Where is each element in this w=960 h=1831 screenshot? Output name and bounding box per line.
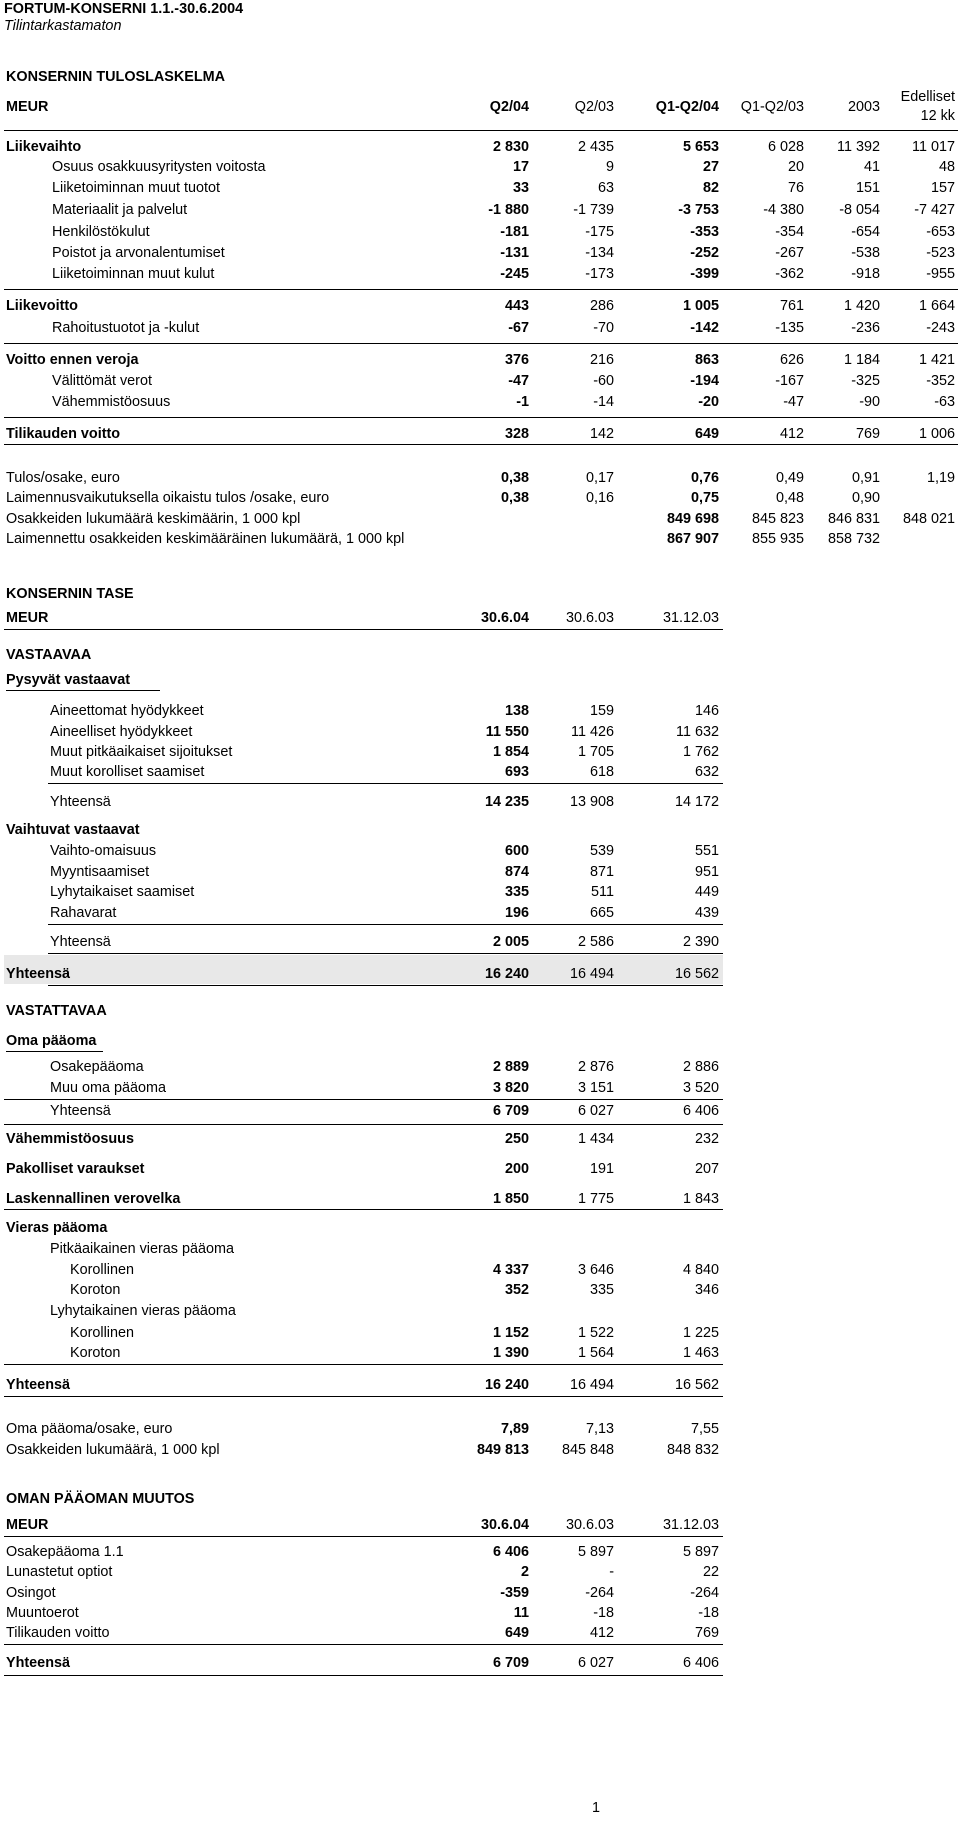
income-statement-cell: 17	[512, 159, 529, 175]
income-statement-cell: 5 653	[682, 139, 719, 155]
income-statement-cell: 41	[863, 159, 880, 175]
income-statement-cell: 48	[938, 159, 955, 175]
income-statement-cell: 845 823	[751, 511, 804, 527]
liabilities-cell: 3 151	[577, 1080, 614, 1096]
income-statement-row-label: Henkilöstökulut	[52, 224, 150, 240]
income-statement-cell: 0,76	[690, 470, 719, 486]
assets-cell: 14 235	[484, 794, 529, 810]
assets-row-label: Vaihtuvat vastaavat	[6, 822, 140, 838]
assets-title: VASTAAVAA	[6, 647, 92, 663]
income-statement-cell: -1 880	[488, 202, 529, 218]
assets-cell: 1 762	[682, 744, 719, 760]
income-statement-cell: 1,19	[926, 470, 955, 486]
income-statement-cell: 858 732	[827, 531, 880, 547]
assets-cell: 618	[589, 764, 614, 780]
income-statement-cell: 76	[787, 180, 804, 196]
liabilities-cell: 1 390	[492, 1345, 529, 1361]
balance-sheet-column-header: 31.12.03	[662, 610, 719, 626]
income-statement-unit: MEUR	[6, 99, 49, 115]
income-statement-cell: 2 830	[492, 139, 529, 155]
page-number: 1	[592, 1800, 601, 1816]
liabilities-cell: 1 850	[492, 1191, 529, 1207]
income-statement-cell: 0,48	[775, 490, 804, 506]
income-statement-cell: -1 739	[573, 202, 614, 218]
rule-line	[48, 985, 723, 986]
income-statement-cell: -90	[859, 394, 880, 410]
liabilities-cell: 6 027	[577, 1103, 614, 1119]
rule-line	[48, 783, 723, 784]
assets-cell: 1 854	[492, 744, 529, 760]
report-subtitle: Tilintarkastamaton	[4, 18, 122, 34]
income-statement-cell: 0,91	[851, 470, 880, 486]
liabilities-row-label: Yhteensä	[6, 1377, 70, 1393]
liabilities-row-label: Yhteensä	[50, 1103, 111, 1119]
equity-changes-column-header: 31.12.03	[662, 1517, 719, 1533]
rule-line	[6, 1051, 103, 1052]
income-statement-cell: 1 421	[918, 352, 955, 368]
balance-sheet-unit: MEUR	[6, 610, 49, 626]
liabilities-cell: 845 848	[561, 1442, 614, 1458]
income-statement-cell: 769	[855, 426, 880, 442]
equity-changes-row-label: Muuntoerot	[6, 1605, 79, 1621]
income-statement-cell: 0,38	[500, 490, 529, 506]
income-statement-cell: 9	[605, 159, 614, 175]
income-statement-row-label: Liikevaihto	[6, 139, 82, 155]
income-statement-cell: -523	[926, 245, 955, 261]
rule-line	[4, 1396, 723, 1397]
liabilities-cell: 7,89	[500, 1421, 529, 1437]
assets-cell: 16 562	[674, 966, 719, 982]
income-statement-cell: 848 021	[902, 511, 955, 527]
liabilities-cell: 16 240	[484, 1377, 529, 1393]
income-statement-cell: 0,16	[585, 490, 614, 506]
assets-cell: 665	[589, 905, 614, 921]
assets-cell: 539	[589, 843, 614, 859]
assets-row-label: Yhteensä	[50, 794, 111, 810]
income-statement-cell: 0,75	[690, 490, 719, 506]
income-statement-column-header: Q1-Q2/03	[740, 99, 804, 115]
liabilities-row-label: Lyhytaikainen vieras pääoma	[50, 1303, 236, 1319]
income-statement-cell: -1	[516, 394, 529, 410]
liabilities-cell: 335	[589, 1282, 614, 1298]
liabilities-row-label: Muu oma pääoma	[50, 1080, 166, 1096]
rule-line	[48, 953, 723, 954]
income-statement-cell: -3 753	[678, 202, 719, 218]
assets-cell: 1 705	[577, 744, 614, 760]
income-statement-row-label: Liikevoitto	[6, 298, 78, 314]
income-statement-cell: 142	[589, 426, 614, 442]
income-statement-column-header: 2003	[847, 99, 880, 115]
equity-changes-cell: 5 897	[577, 1544, 614, 1560]
liabilities-cell: 346	[694, 1282, 719, 1298]
income-statement-cell: 863	[694, 352, 719, 368]
income-statement-cell: -67	[508, 320, 529, 336]
assets-cell: 159	[589, 703, 614, 719]
income-statement-cell: 855 935	[751, 531, 804, 547]
income-statement-row-label: Laimennusvaikutuksella oikaistu tulos /osake, euro	[6, 490, 330, 506]
liabilities-row-label: Laskennallinen verovelka	[6, 1191, 181, 1207]
assets-cell: 13 908	[569, 794, 614, 810]
assets-cell: 16 240	[484, 966, 529, 982]
assets-row-label: Yhteensä	[6, 966, 70, 982]
income-statement-cell: 0,49	[775, 470, 804, 486]
equity-changes-cell: -	[609, 1564, 614, 1580]
liabilities-row-label: Vieras pääoma	[6, 1220, 108, 1236]
rule-line	[4, 343, 958, 344]
income-statement-cell: 6 028	[767, 139, 804, 155]
income-statement-cell: -653	[926, 224, 955, 240]
income-statement-row-label: Materiaalit ja palvelut	[52, 202, 188, 218]
rule-line	[4, 289, 958, 290]
equity-changes-cell: 5 897	[682, 1544, 719, 1560]
liabilities-cell: 1 522	[577, 1325, 614, 1341]
equity-changes-cell: 412	[589, 1625, 614, 1641]
assets-cell: 11 632	[676, 724, 719, 740]
income-statement-row-label: Liiketoiminnan muut kulut	[52, 266, 215, 282]
liabilities-cell: 6 406	[682, 1103, 719, 1119]
income-statement-cell: -245	[500, 266, 529, 282]
income-statement-cell: 11 017	[912, 139, 955, 155]
income-statement-cell: 11 392	[837, 139, 880, 155]
income-statement-column-header: Q2/04	[489, 99, 529, 115]
liabilities-cell: 1 564	[577, 1345, 614, 1361]
liabilities-cell: 232	[694, 1131, 719, 1147]
income-statement-cell: -14	[593, 394, 614, 410]
balance-sheet-column-header: 30.6.04	[480, 610, 529, 626]
rule-line	[4, 1099, 723, 1100]
liabilities-cell: 1 775	[577, 1191, 614, 1207]
income-statement-row-label: Liiketoiminnan muut tuotot	[52, 180, 220, 196]
equity-changes-column-header: 30.6.04	[480, 1517, 529, 1533]
liabilities-cell: 207	[694, 1161, 719, 1177]
liabilities-cell: 1 225	[682, 1325, 719, 1341]
income-statement-row-label: Voitto ennen veroja	[6, 352, 139, 368]
liabilities-row-label: Pakolliset varaukset	[6, 1161, 145, 1177]
equity-changes-cell: 6 406	[492, 1544, 529, 1560]
income-statement-cell: 867 907	[666, 531, 719, 547]
equity-changes-row-label: Yhteensä	[6, 1655, 70, 1671]
income-statement-row-label: Rahoitustuotot ja -kulut	[52, 320, 200, 336]
assets-cell: 2 586	[577, 934, 614, 950]
assets-cell: 14 172	[674, 794, 719, 810]
income-statement-cell: -173	[585, 266, 614, 282]
assets-cell: 146	[694, 703, 719, 719]
equity-changes-cell: -18	[698, 1605, 719, 1621]
equity-changes-row-label: Tilikauden voitto	[6, 1625, 110, 1641]
rule-line	[4, 1364, 723, 1365]
assets-row-label: Muut korolliset saamiset	[50, 764, 205, 780]
income-statement-row-label: Osakkeiden lukumäärä keskimäärin, 1 000 kpl	[6, 511, 301, 527]
assets-cell: 449	[694, 884, 719, 900]
income-statement-cell: -20	[698, 394, 719, 410]
assets-row-label: Yhteensä	[50, 934, 111, 950]
income-statement-cell: 1 420	[843, 298, 880, 314]
income-statement-column-header-line2: 12 kk	[920, 108, 955, 124]
assets-row-label: Lyhytaikaiset saamiset	[50, 884, 195, 900]
income-statement-cell: 151	[855, 180, 880, 196]
equity-changes-cell: -359	[500, 1585, 529, 1601]
income-statement-cell: -252	[690, 245, 719, 261]
income-statement-cell: 20	[787, 159, 804, 175]
income-statement-row-label: Poistot ja arvonalentumiset	[52, 245, 225, 261]
income-statement-cell: -4 380	[763, 202, 804, 218]
liabilities-cell: 6 709	[492, 1103, 529, 1119]
rule-line	[48, 924, 723, 925]
income-statement-row-label: Vähemmistöosuus	[52, 394, 171, 410]
income-statement-cell: 286	[589, 298, 614, 314]
assets-cell: 871	[589, 864, 614, 880]
liabilities-cell: 7,55	[690, 1421, 719, 1437]
balance-sheet-column-header: 30.6.03	[565, 610, 614, 626]
income-statement-cell: -70	[593, 320, 614, 336]
assets-cell: 2 390	[682, 934, 719, 950]
liabilities-cell: 4 840	[682, 1262, 719, 1278]
liabilities-cell: 2 886	[682, 1059, 719, 1075]
equity-changes-unit: MEUR	[6, 1517, 49, 1533]
income-statement-cell: 761	[779, 298, 804, 314]
income-statement-cell: 1 664	[918, 298, 955, 314]
assets-cell: 11 426	[571, 724, 614, 740]
income-statement-cell: -63	[934, 394, 955, 410]
income-statement-cell: -167	[775, 373, 804, 389]
equity-changes-row-label: Osingot	[6, 1585, 56, 1601]
report-title: FORTUM-KONSERNI 1.1.-30.6.2004	[4, 1, 244, 17]
assets-row-label: Rahavarat	[50, 905, 117, 921]
assets-cell: 138	[504, 703, 529, 719]
assets-cell: 951	[694, 864, 719, 880]
liabilities-row-label: Koroton	[70, 1345, 121, 1361]
income-statement-cell: 63	[597, 180, 614, 196]
income-statement-cell: 376	[504, 352, 529, 368]
income-statement-cell: 0,90	[851, 490, 880, 506]
equity-changes-cell: 11	[513, 1605, 529, 1621]
income-statement-column-header: Edelliset	[900, 89, 955, 105]
income-statement-cell: 626	[779, 352, 804, 368]
liabilities-cell: 1 434	[577, 1131, 614, 1147]
equity-changes-cell: -264	[585, 1585, 614, 1601]
liabilities-row-label: Vähemmistöosuus	[6, 1131, 134, 1147]
equity-changes-row-label: Osakepääoma 1.1	[6, 1544, 124, 1560]
income-statement-row-label: Osuus osakkuusyritysten voitosta	[52, 159, 266, 175]
income-statement-cell: 1 006	[918, 426, 955, 442]
income-statement-cell: -135	[775, 320, 804, 336]
liabilities-cell: 4 337	[492, 1262, 529, 1278]
income-statement-cell: -134	[585, 245, 614, 261]
rule-line	[4, 1536, 723, 1537]
rule-line	[4, 1644, 723, 1645]
income-statement-cell: 0,17	[585, 470, 614, 486]
income-statement-cell: 157	[930, 180, 955, 196]
liabilities-row-label: Koroton	[70, 1282, 121, 1298]
liabilities-cell: 3 820	[492, 1080, 529, 1096]
assets-cell: 511	[591, 884, 614, 900]
assets-row-label: Aineettomat hyödykkeet	[50, 703, 204, 719]
income-statement-cell: -7 427	[914, 202, 955, 218]
rule-line	[4, 417, 958, 418]
income-statement-cell: -47	[508, 373, 529, 389]
income-statement-cell: -243	[926, 320, 955, 336]
assets-cell: 874	[504, 864, 529, 880]
equity-changes-cell: 6 709	[492, 1655, 529, 1671]
income-statement-cell: 443	[504, 298, 529, 314]
income-statement-cell: -353	[690, 224, 719, 240]
income-statement-cell: -194	[690, 373, 719, 389]
liabilities-row-label: Oma pääoma/osake, euro	[6, 1421, 173, 1437]
income-statement-cell: -399	[690, 266, 719, 282]
equity-changes-column-header: 30.6.03	[565, 1517, 614, 1533]
liabilities-cell: 848 832	[666, 1442, 719, 1458]
rule-line	[4, 1124, 723, 1125]
liabilities-cell: 200	[504, 1161, 529, 1177]
assets-row-label: Pysyvät vastaavat	[6, 672, 131, 688]
income-statement-cell: 27	[702, 159, 719, 175]
assets-cell: 600	[504, 843, 529, 859]
income-statement-cell: 846 831	[827, 511, 880, 527]
income-statement-cell: 328	[504, 426, 529, 442]
income-statement-cell: 82	[702, 180, 719, 196]
assets-cell: 16 494	[569, 966, 614, 982]
liabilities-cell: 7,13	[585, 1421, 614, 1437]
income-statement-cell: -267	[775, 245, 804, 261]
income-statement-column-header: Q1-Q2/04	[655, 99, 719, 115]
assets-cell: 11 550	[485, 724, 529, 740]
income-statement-cell: -8 054	[839, 202, 880, 218]
liabilities-cell: 16 562	[674, 1377, 719, 1393]
income-statement-cell: -142	[690, 320, 719, 336]
income-statement-cell: 649	[694, 426, 719, 442]
income-statement-cell: -181	[500, 224, 529, 240]
income-statement-cell: 1 184	[843, 352, 880, 368]
liabilities-row-label: Oma pääoma	[6, 1033, 97, 1049]
rule-line	[4, 1675, 723, 1676]
income-statement-cell: -131	[500, 245, 529, 261]
liabilities-cell: 849 813	[476, 1442, 529, 1458]
assets-cell: 2 005	[492, 934, 529, 950]
equity-changes-cell: 2	[520, 1564, 529, 1580]
liabilities-cell: 2 876	[577, 1059, 614, 1075]
income-statement-cell: 849 698	[666, 511, 719, 527]
income-statement-row-label: Tulos/osake, euro	[6, 470, 120, 486]
income-statement-cell: -47	[783, 394, 804, 410]
income-statement-cell: -362	[775, 266, 804, 282]
liabilities-cell: 1 152	[492, 1325, 529, 1341]
liabilities-cell: 3 646	[577, 1262, 614, 1278]
assets-row-label: Muut pitkäaikaiset sijoitukset	[50, 744, 233, 760]
income-statement-cell: 33	[512, 180, 529, 196]
income-statement-cell: -352	[926, 373, 955, 389]
assets-cell: 196	[504, 905, 529, 921]
liabilities-row-label: Osakkeiden lukumäärä, 1 000 kpl	[6, 1442, 220, 1458]
assets-row-label: Vaihto-omaisuus	[50, 843, 157, 859]
income-statement-row-label: Laimennettu osakkeiden keskimääräinen lukumäärä, 1 000 kpl	[6, 531, 405, 547]
income-statement-cell: -325	[851, 373, 880, 389]
income-statement-row-label: Tilikauden voitto	[6, 426, 121, 442]
rule-line	[4, 444, 958, 445]
assets-cell: 335	[504, 884, 529, 900]
income-statement-cell: -538	[851, 245, 880, 261]
equity-changes-cell: 6 027	[577, 1655, 614, 1671]
equity-changes-row-label: Lunastetut optiot	[6, 1564, 113, 1580]
liabilities-cell: 352	[504, 1282, 529, 1298]
equity-changes-cell: 769	[694, 1625, 719, 1641]
liabilities-cell: 16 494	[569, 1377, 614, 1393]
income-statement-title: KONSERNIN TULOSLASKELMA	[6, 69, 226, 85]
assets-cell: 693	[504, 764, 529, 780]
liabilities-cell: 191	[589, 1161, 614, 1177]
income-statement-cell: -60	[593, 373, 614, 389]
liabilities-cell: 2 889	[492, 1059, 529, 1075]
equity-changes-cell: -18	[593, 1605, 614, 1621]
income-statement-cell: -236	[851, 320, 880, 336]
income-statement-cell: -175	[585, 224, 614, 240]
rule-line	[6, 690, 160, 691]
equity-changes-cell: -264	[690, 1585, 719, 1601]
liabilities-cell: 1 843	[682, 1191, 719, 1207]
income-statement-cell: 1 005	[682, 298, 719, 314]
liabilities-cell: 250	[504, 1131, 529, 1147]
rule-line	[4, 130, 958, 131]
income-statement-cell: -918	[851, 266, 880, 282]
liabilities-row-label: Osakepääoma	[50, 1059, 144, 1075]
income-statement-row-label: Välittömät verot	[52, 373, 152, 389]
equity-changes-cell: 6 406	[682, 1655, 719, 1671]
equity-changes-cell: 649	[504, 1625, 529, 1641]
income-statement-column-header: Q2/03	[574, 99, 614, 115]
assets-cell: 439	[694, 905, 719, 921]
liabilities-row-label: Pitkäaikainen vieras pääoma	[50, 1241, 234, 1257]
income-statement-cell: 216	[589, 352, 614, 368]
income-statement-cell: -354	[775, 224, 804, 240]
assets-cell: 632	[694, 764, 719, 780]
income-statement-cell: -955	[926, 266, 955, 282]
liabilities-row-label: Korollinen	[70, 1262, 134, 1278]
income-statement-cell: -654	[851, 224, 880, 240]
rule-line	[4, 1209, 723, 1210]
equity-changes-title: OMAN PÄÄOMAN MUUTOS	[6, 1491, 195, 1507]
rule-line	[4, 629, 723, 630]
liabilities-title: VASTATTAVAA	[6, 1003, 107, 1019]
liabilities-row-label: Korollinen	[70, 1325, 134, 1341]
liabilities-cell: 3 520	[682, 1080, 719, 1096]
income-statement-cell: 0,38	[500, 470, 529, 486]
assets-cell: 551	[694, 843, 719, 859]
equity-changes-cell: 22	[702, 1564, 719, 1580]
income-statement-cell: 2 435	[577, 139, 614, 155]
balance-sheet-title: KONSERNIN TASE	[6, 586, 134, 602]
income-statement-cell: 412	[779, 426, 804, 442]
liabilities-cell: 1 463	[682, 1345, 719, 1361]
assets-row-label: Myyntisaamiset	[50, 864, 150, 880]
assets-row-label: Aineelliset hyödykkeet	[50, 724, 193, 740]
